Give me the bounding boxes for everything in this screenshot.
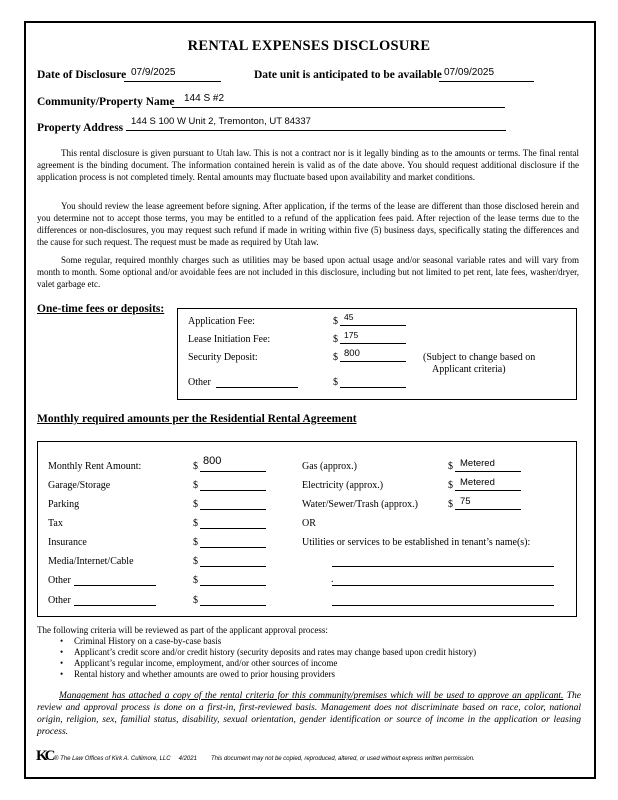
media-line[interactable] [200, 566, 266, 567]
security-deposit-value[interactable]: 800 [344, 348, 360, 359]
or-label: OR [302, 518, 316, 529]
footer-firm-name: ® The Law Offices of Kirk A. Cullimore, LLC [54, 756, 171, 762]
rent-line [200, 471, 266, 472]
available-date-value[interactable]: 07/09/2025 [444, 67, 495, 78]
gas-line [455, 471, 521, 472]
security-deposit-note-line1: (Subject to change based on [423, 352, 536, 363]
property-address-line [126, 130, 506, 131]
insurance-currency: $ [193, 537, 198, 548]
available-date-label: Date unit is anticipated to be available [254, 69, 442, 81]
management-statement-rest: The review and approval process is done on a first-in, first-reviewed basis. Management does not discriminate based on race, color, national origin, religion, sex, familial status, disability, sexual orientation, gender identification or source of income in the application or leasing process. [37, 691, 581, 737]
water-label: Water/Sewer/Trash (approx.) [302, 499, 419, 510]
other-1-currency: $ [193, 575, 198, 586]
gas-value[interactable]: Metered [460, 458, 495, 469]
media-label: Media/Internet/Cable [48, 556, 134, 567]
other-1-label: Other [48, 575, 71, 586]
other-2-label: Other [48, 595, 71, 606]
footer-firm [54, 756, 475, 762]
utilities-line-2-mark: . [331, 574, 334, 585]
bullet-icon: • [60, 636, 64, 646]
community-name-value[interactable]: 144 S #2 [184, 93, 225, 104]
bullet-icon: • [60, 647, 64, 657]
community-name-label: Community/Property Name [37, 96, 175, 108]
footer-notice: This document may not be copied, reproduced, altered, or used without express written permission. [210, 756, 475, 762]
criteria-item [60, 658, 580, 669]
management-statement [37, 690, 581, 738]
other-fee-amount-line[interactable] [340, 387, 406, 388]
other-2-currency: $ [193, 595, 198, 606]
security-deposit-label: Security Deposit: [188, 352, 258, 363]
footer-version: 4/2021 [178, 756, 197, 762]
gas-label: Gas (approx.) [302, 461, 357, 472]
criteria-intro: The following criteria will be reviewed as part of the applicant approval process: [37, 625, 328, 635]
security-deposit-line [340, 361, 406, 362]
community-name-line [172, 107, 505, 108]
electricity-label: Electricity (approx.) [302, 480, 384, 491]
garage-currency: $ [193, 480, 198, 491]
application-fee-label: Application Fee: [188, 316, 255, 327]
criteria-item-text: Criminal History on a case-by-case basis [74, 636, 222, 646]
criteria-item-text: Rental history and whether amounts are owed to prior housing providers [74, 669, 335, 679]
media-currency: $ [193, 556, 198, 567]
document-title: RENTAL EXPENSES DISCLOSURE [187, 38, 431, 54]
utilities-line-2[interactable] [332, 585, 554, 586]
utilities-line-3[interactable] [332, 605, 554, 606]
other-1-line[interactable] [200, 585, 266, 586]
one-time-fees-heading: One-time fees or deposits: [37, 303, 165, 315]
property-address-value[interactable]: 144 S 100 W Unit 2, Tremonton, UT 84337 [131, 116, 311, 127]
insurance-label: Insurance [48, 537, 87, 548]
utilities-tenant-label: Utilities or services to be established in tenant’s name(s): [302, 537, 531, 548]
management-statement-underlined: Management has attached a copy of the rental criteria for this community/premises which will be used to approve an applicant. [59, 691, 564, 701]
date-of-disclosure-value[interactable]: 07/9/2025 [131, 67, 176, 78]
disclosure-paragraph-3: Some regular, required monthly charges such as utilities may be based upon actual usage and/or seasonal variable rates and will vary from month to month. Some optional and/or avoidable fees are not included in this disclosure, including but not limited to pet rent, late fees, washer/dryer, valet garbage etc. [37, 255, 579, 289]
bullet-icon: • [60, 669, 64, 679]
criteria-item [60, 669, 580, 680]
water-value[interactable]: 75 [460, 496, 471, 507]
insurance-line[interactable] [200, 547, 266, 548]
criteria-item [60, 636, 580, 647]
other-1-name-line[interactable] [74, 585, 156, 586]
parking-currency: $ [193, 499, 198, 510]
security-deposit-currency: $ [333, 352, 338, 363]
other-2-line[interactable] [200, 605, 266, 606]
monthly-amounts-heading: Monthly required amounts per the Residential Rental Agreement [37, 413, 357, 425]
criteria-item-text: Applicant’s credit score and/or credit history (security deposits and rates may change based upon credit history) [74, 647, 477, 657]
law-office-logo: KC [36, 748, 53, 764]
electricity-value[interactable]: Metered [460, 477, 495, 488]
application-fee-value[interactable]: 45 [344, 312, 354, 322]
date-of-disclosure-line [124, 81, 221, 82]
property-address-label: Property Address [37, 122, 124, 134]
criteria-item [60, 647, 580, 658]
electricity-line [455, 490, 521, 491]
lease-initiation-fee-label: Lease Initiation Fee: [188, 334, 271, 345]
application-fee-line [340, 325, 406, 326]
rent-value[interactable]: 800 [203, 455, 222, 467]
disclosure-paragraph-1: This rental disclosure is given pursuant to Utah law. This is not a contract nor is it legally binding as to the amounts or terms. The final rental agreement is the binding document. The information contained herein is valid as of the date above. You should request additional disclosure if the application process is not completed timely. Rental amounts may fluctuate based upon availability and market conditions. [37, 148, 579, 182]
security-deposit-note-line2: Applicant criteria) [432, 364, 506, 375]
lease-initiation-fee-currency: $ [333, 334, 338, 345]
parking-label: Parking [48, 499, 80, 510]
tax-line[interactable] [200, 528, 266, 529]
bullet-icon: • [60, 658, 64, 668]
gas-currency: $ [448, 461, 453, 472]
rent-label: Monthly Rent Amount: [48, 461, 142, 472]
garage-label: Garage/Storage [48, 480, 111, 491]
rent-currency: $ [193, 461, 198, 472]
utilities-line-1[interactable] [332, 566, 554, 567]
application-fee-currency: $ [333, 316, 338, 327]
other-fee-name-line[interactable] [216, 387, 298, 388]
disclosure-paragraph-2: You should review the lease agreement before signing. After application, if the terms of the lease are different than those disclosed herein and you determine not to accept those terms, you may be entitled to a refund of the application fees paid. After rejection of the lease terms due to the differences or non-disclosures, you may request such refund if made in writing within five (5) business days, specifically stating the differences and the cause for such request. The request must be made as required by Utah law. [37, 201, 579, 247]
date-of-disclosure-label: Date of Disclosure [37, 69, 127, 81]
lease-initiation-fee-value[interactable]: 175 [344, 330, 359, 340]
available-date-line [439, 81, 534, 82]
other-2-name-line[interactable] [74, 605, 156, 606]
criteria-list [60, 636, 580, 680]
tax-currency: $ [193, 518, 198, 529]
tax-label: Tax [48, 518, 63, 529]
other-fee-currency: $ [333, 377, 338, 388]
water-currency: $ [448, 499, 453, 510]
garage-line[interactable] [200, 490, 266, 491]
lease-initiation-fee-line [340, 343, 406, 344]
electricity-currency: $ [448, 480, 453, 491]
criteria-item-text: Applicant’s regular income, employment, and/or other sources of income [74, 658, 338, 668]
parking-line[interactable] [200, 509, 266, 510]
other-fee-label: Other [188, 377, 211, 388]
water-line [455, 509, 521, 510]
